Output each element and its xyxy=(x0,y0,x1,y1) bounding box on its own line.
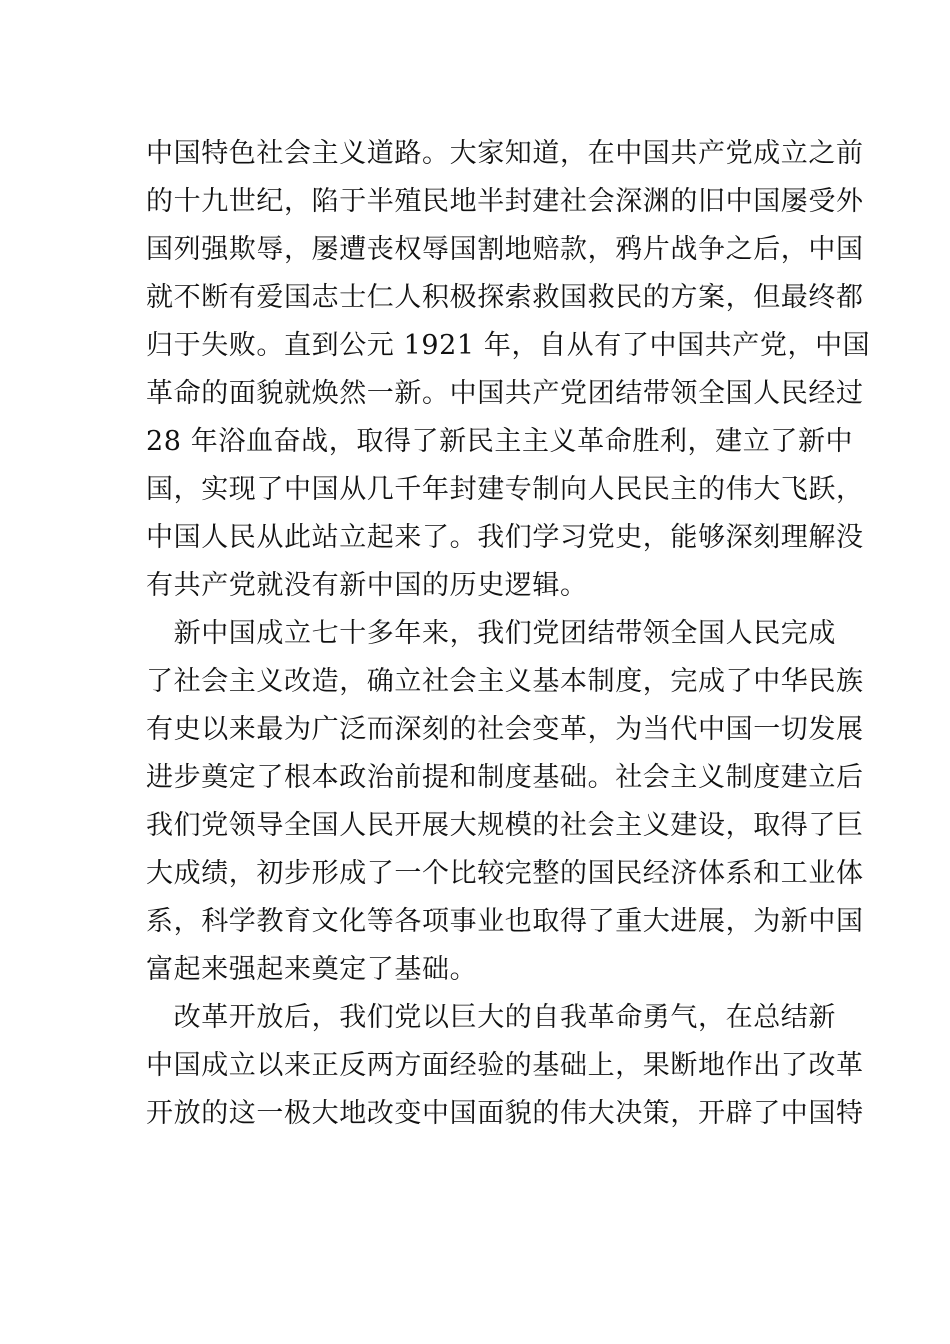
text-line: 我们党领导全国人民开展大规模的社会主义建设，取得了巨 xyxy=(146,810,864,841)
text-line: 系，科学教育文化等各项事业也取得了重大进展，为新中国 xyxy=(146,906,864,937)
text-line: 了社会主义改造，确立社会主义基本制度，完成了中华民族 xyxy=(146,666,864,697)
text-line: 中国特色社会主义道路。大家知道，在中国共产党成立之前 xyxy=(146,138,864,169)
text-line: 国列强欺辱，屡遭丧权辱国割地赔款，鸦片战争之后，中国 xyxy=(146,234,864,265)
text-line: 新中国成立七十多年来，我们党团结带领全国人民完成 xyxy=(146,618,836,649)
body-text xyxy=(146,130,871,1138)
paragraph-3 xyxy=(146,994,864,1138)
paragraph-1 xyxy=(146,130,871,610)
text-line: 归于失败。直到公元 1921 年，自从有了中国共产党，中国 xyxy=(146,330,871,361)
text-line: 大成绩，初步形成了一个比较完整的国民经济体系和工业体 xyxy=(146,858,864,889)
text-line: 有史以来最为广泛而深刻的社会变革，为当代中国一切发展 xyxy=(146,714,864,745)
text-line: 中国成立以来正反两方面经验的基础上，果断地作出了改革 xyxy=(146,1050,864,1081)
text-line: 富起来强起来奠定了基础。 xyxy=(146,954,478,985)
text-line: 革命的面貌就焕然一新。中国共产党团结带领全国人民经过 xyxy=(146,378,864,409)
text-line: 就不断有爱国志士仁人积极探索救国救民的方案，但最终都 xyxy=(146,282,864,313)
text-line: 改革开放后，我们党以巨大的自我革命勇气，在总结新 xyxy=(146,1002,836,1033)
text-line: 开放的这一极大地改变中国面貌的伟大决策，开辟了中国特 xyxy=(146,1098,864,1129)
text-line: 进步奠定了根本政治前提和制度基础。社会主义制度建立后 xyxy=(146,762,864,793)
text-line: 28 年浴血奋战，取得了新民主主义革命胜利，建立了新中 xyxy=(146,426,854,457)
paragraph-2 xyxy=(146,610,864,994)
text-line: 中国人民从此站立起来了。我们学习党史，能够深刻理解没 xyxy=(146,522,864,553)
text-line: 有共产党就没有新中国的历史逻辑。 xyxy=(146,570,588,601)
text-line: 的十九世纪，陷于半殖民地半封建社会深渊的旧中国屡受外 xyxy=(146,186,864,217)
text-line: 国，实现了中国从几千年封建专制向人民民主的伟大飞跃， xyxy=(146,474,864,505)
